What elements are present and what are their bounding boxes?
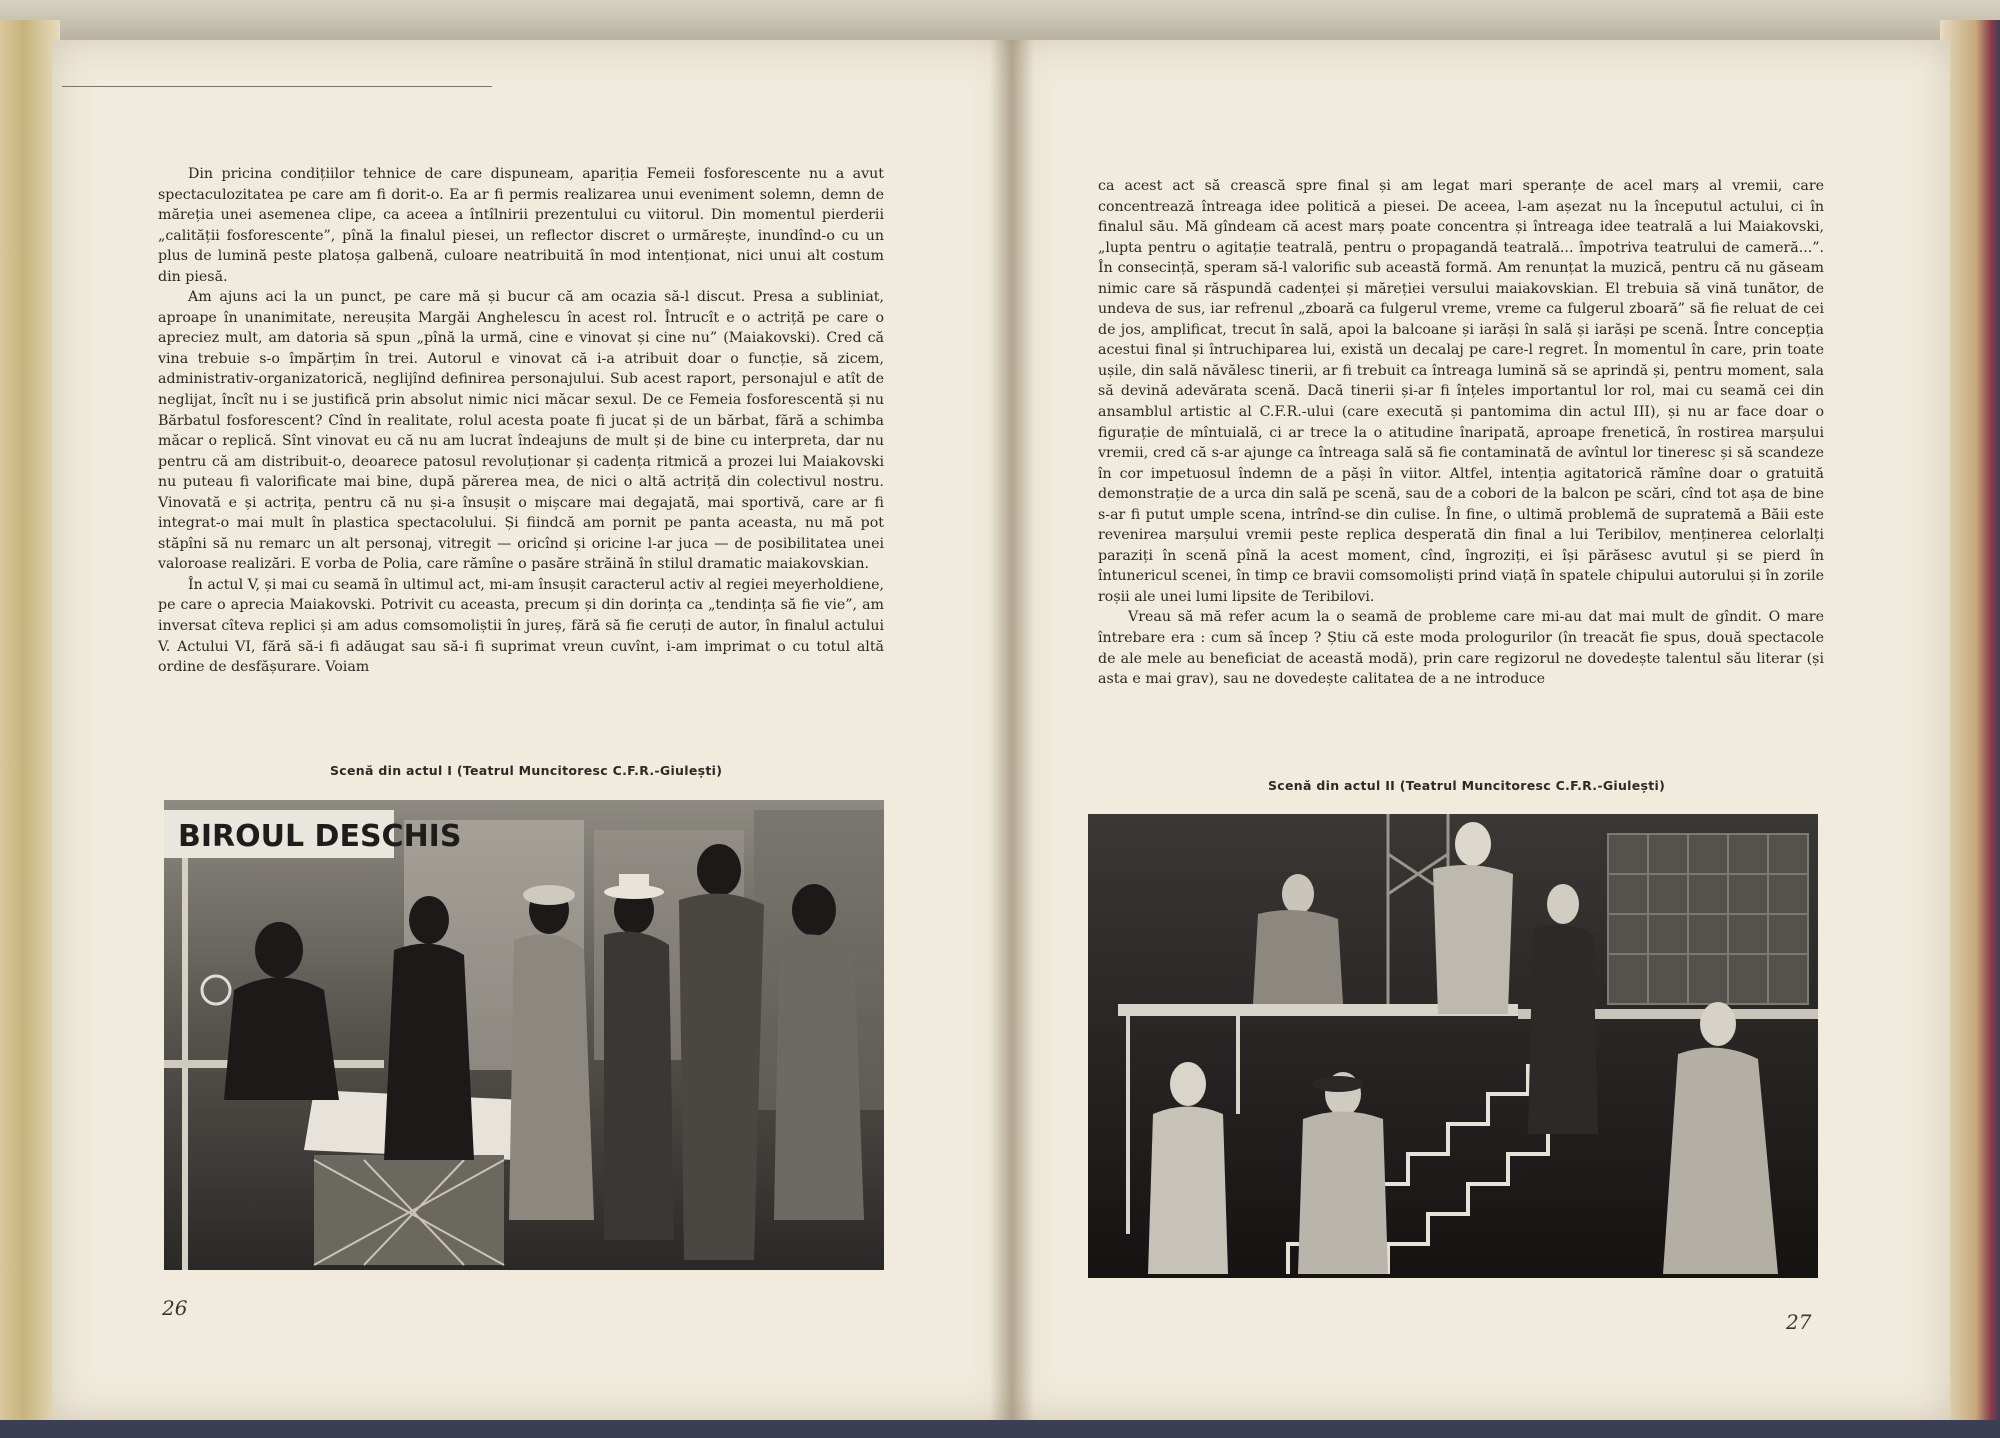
right-page-text	[1098, 176, 1824, 690]
left-photo-scene-act-1	[164, 800, 884, 1270]
left-paragraph-1: Din pricina condițiilor tehnice de care dispuneam, apariția Femeii fosforescente nu a avut spectaculozitatea pe care am fi dorit-o. Ea ar fi permis realizarea unui eveniment solemn, demn de măreția unei asemenea clipe, ca aceea a întîlnirii prezentului cu viitorul. Din momentul pierderii „calității fosforescente”, pînă la finalul piesei, un reflector discret o urmărește, inundînd-o cu un plus de lumină peste platoșa galbenă, culoare neatribuită în mod intenționat, nici unui alt costum din piesă.	[158, 166, 884, 285]
left-page-text	[158, 164, 884, 678]
book-edge-left	[0, 20, 60, 1420]
right-photo-illustration	[1088, 814, 1818, 1278]
right-paragraph-1: ca acest act să crească spre final și am legat mari speranțe de acel marș al vremii, care concentrează întreaga idee politică a piesei. De aceea, l-am așezat nu la începutul actului, ci în finalul său. Mă gîndeam că acest marș poate concentra și întreaga idee teatrală a lui Maiakovski, „lupta pentru o agitație teatrală, pentru o propagandă teatrală... împotriva teatrului de cameră...”. În consecință, speram să-l valorific sub această formă. Am renunțat la muzică, pentru că nu găseam nimic care să răspundă cadenței și măreției versului maiakovskian. El trebuia să vină tunător, de undeva de sus, iar refrenul „zboară ca fulgerul vreme, vreme ca fulgerul zboară” să fie reluat de cei de jos, amplificat, trecut în sală, apoi la balcoane și iarăși în sală și iarăși pe scenă. Între concepția acestui final și întruchiparea lui, există un decalaj pe care-l regret. În momentul în care, prin toate ușile, din sală năvălesc tinerii, ar fi trebuit ca întreaga lumină să se aprindă și, pentru moment, sala să devină adevărata scenă. Dacă tinerii și-ar fi înțeles importantul lor rol, mai cu seamă cei din ansamblul artistic al C.F.R.-ului (care execută și pantomima din actul III), și nu ar face doar o figurație de mîntuială, ci ar trece la o atitudine înaripată, aproape frenetică, în rostirea marșului vremii, cred că s-ar ajunge ca întreaga sală să fie contaminată de avîntul lor tineresc și să scandeze în cor impetuosul îndemn de a păși în viitor. Altfel, intenția agitatorică rămîne doar o gratuită demonstrație de a urca din sală pe scenă, sau de a cobori de la balcon pe scări, cînd tot așa de bine s-ar fi putut umple scena, intrînd-se din culise. În fine, o ultimă problemă de supratemă a Băii este revenirea marșului vremii peste replica desperată din final a lui Teribilov, menținerea celorlalți paraziți în scenă pînă la acest moment, cînd, îngroziți, ei își părăsesc avutul și se pierd în întunericul scenei, în timp ce bravii comsomoliști prind viață în spatele chipului autorului și în zorile roșii ale unei lumi lipsite de Teribilovi.	[1098, 178, 1824, 605]
left-photo-illustration	[164, 800, 884, 1270]
binding-top	[0, 0, 2000, 40]
left-photo-caption: Scenă din actul I (Teatrul Muncitoresc C.F.R.-Giulești)	[330, 763, 723, 778]
left-paragraph-2: Am ajuns aci la un punct, pe care mă și bucur că am ocazia să-l discut. Presa a subliniat, aproape în unanimitate, nereușita Margăi Anghelescu în acest rol. Întrucît e o actriță pe care o apreciez mult, am datoria să spun „pînă la urmă, cine e vinovat și cine nu” (Maiakovski). Cred că vina trebuie s-o împărțim în trei. Autorul e vinovat că i-a atribuit doar o funcție, să zicem, administrativ-organizatorică, neglijînd definirea personajului. Sub acest raport, personajul e atît de neglijat, încît nu i se justifică prin absolut nimic nici măcar sexul. De ce Femeia fosforescentă și nu Bărbatul fosforescent? Cînd în realitate, rolul acesta poate fi jucat și de un bărbat, fără a schimba măcar o replică. Sînt vinovat eu că nu am lucrat îndeajuns de mult și de bine cu interpreta, dar nu pentru că am distribuit-o, deoarece patosul revoluționar și cadența ritmică a prozei lui Maiakovski nu puteau fi valorificate mai bine, după părerea mea, de nici o altă actriță din colectivul nostru. Vinovată e și actrița, pentru că nu și-a însușit o mișcare mai degajată, mai sportivă, care ar fi integrat-o mai mult în plastica spectacolului. Și fiindcă am pornit pe panta aceasta, nu mă pot stăpîni să nu remarc un alt personaj, vitregit — oricînd și oricine l-ar juca — de posibilitatea unei valoroase realizări. E vorba de Polia, care rămîne o pasăre străină în stilul dramatic maiakovskian.	[158, 289, 884, 573]
right-photo-scene-act-2	[1088, 814, 1818, 1278]
left-paragraph-3: În actul V, și mai cu seamă în ultimul act, mi-am însușit caracterul activ al regiei meyerholdiene, pe care o aprecia Maiakovski. Potrivit cu aceasta, precum și din dorința ca „tendința să fie vie”, am inversat cîteva replici și am adus comsomoliștii în jureș, fără să fie ceruți de autor, în finalul actului V. Actului VI, fără să-i fi adăugat sau să-i fi suprimat vreun cuvînt, i-am imprimat o cu totul altă ordine de desfășurare. Voiam	[158, 576, 884, 676]
header-rule	[62, 86, 492, 87]
left-page-number: 26	[162, 1296, 188, 1320]
photo-sign-text: BIROUL DESCHIS	[178, 819, 462, 854]
book-gutter	[990, 40, 1034, 1420]
right-photo-caption: Scenă din actul II (Teatrul Muncitoresc C.F.R.-Giulești)	[1268, 778, 1666, 793]
right-page-number: 27	[1786, 1310, 1812, 1334]
right-paragraph-2: Vreau să mă refer acum la o seamă de probleme care mi-au dat mai mult de gîndit. O mare întrebare era : cum să încep ? Știu că este moda prologurilor (în treacăt fie spus, două spectacole de ale mele au beneficiat de această modă), prin care regizorul ne dovedește talentul său literar (și asta e mai grav), sau ne dovedește calitatea de a ne introduce	[1098, 609, 1824, 688]
